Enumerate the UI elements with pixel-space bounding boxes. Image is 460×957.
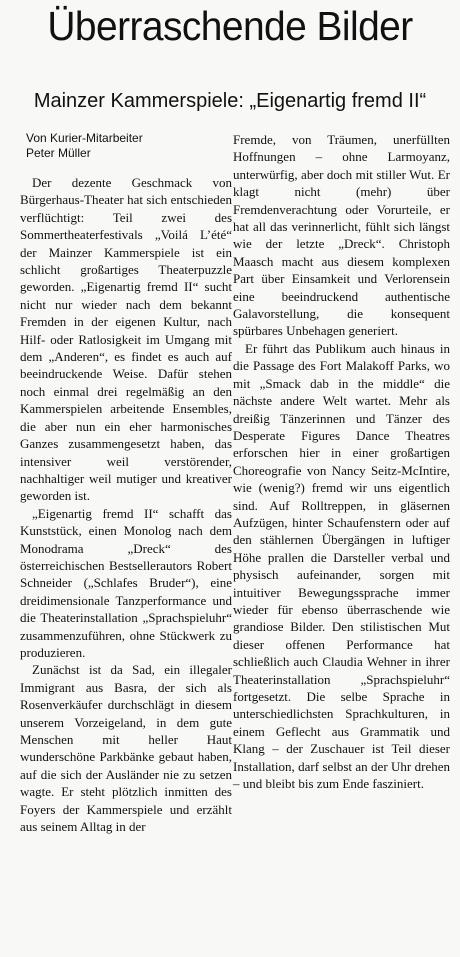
paragraph: Zunächst ist da Sad, ein illegaler Immigrant aus Basra, der sich als Rosenverkäufer durchschlägt in diesem unserem Vorzeigeland, in dem gute Menschen mit heller Haut wunderschöne Parkbänke gebaut haben, auf die sich der Ausländer nie zu setzen wagte. Er steht plötzlich inmitten des Foyers der Kammerspiele und erzählt aus seinem Alltag in der <box>20 662 232 835</box>
paragraph: Fremde, von Träumen, unerfüllten Hoffnungen – ohne Larmoyanz, unterwürfig, aber doch mit stiller Wut. Er klagt nicht (mehr) über Fremdenverachtung oder Vorurteile, er hat all das verinnerlicht, fühlt sich längst wie der letzte „Dreck“. Christoph Maasch macht aus diesem komplexen Part über Einsamkeit und Verlorensein eine beeindruckend authentische Galavorstellung, die konsequent spürbares Unbehagen generiert. <box>233 132 450 339</box>
paragraph: Er führt das Publikum auch hinaus in die Passage des Fort Malakoff Parks, wo mit „Smack dab in the middle“ die nächste andere Welt wartet. Mehr als dreißig Tänzerinnen und Tänzer des Desperate Figures Dance Theatres erforschen hier in einer großartigen Choreografie von Nancy Seitz-McIntire, wie (wenig?) fremd wir uns eigentlich sind. Auf Rolltreppen, in gläsernen Aufzügen, hinter Schaufenstern oder auf den stählernen Übergängen in luftiger Höhe prallen die Darsteller verbal und physisch aufeinander, sorgen mit intuitiver Bewegungssprache immer wieder für ebenso überraschende wie grandiose Bilder. Den stilistischen Mut dieser offenen Performance hat schließlich auch Claudia Wehner in ihrer Theaterinstallation „Sprachspieluhr“ fortgesetzt. Die selbe Sprache in unterschiedlichsten Sprachkulturen, in einem Geflecht aus Grammatik und Klang – der Zuschauer ist Teil dieser Installation, darf selbst an der Uhr drehen – und bleibt bis zum Ende fasziniert. <box>233 340 450 792</box>
byline-author: Peter Müller <box>26 146 91 160</box>
byline <box>26 131 226 161</box>
paragraph: „Eigenartig fremd II“ schafft das Kunststück, einen Monolog nach dem Monodrama „Dreck“ des österreichischen Bestsellerautors Robert Schneider („Schlafes Bruder“), eine dreidimensionale Tanzperformance und die Theaterinstallation „Sprachspieluhr“ zusammenzuführen, ohne Stückwerk zu produzieren. <box>20 505 232 660</box>
text-column-right <box>233 131 450 792</box>
text-column-left <box>20 174 232 835</box>
subheadline: Mainzer Kammerspiele: „Eigenartig fremd II“ <box>33 90 427 112</box>
byline-role: Von Kurier-Mitarbeiter <box>26 131 143 145</box>
headline: Überraschende Bilder <box>47 3 413 49</box>
paragraph: Der dezente Geschmack von Bürgerhaus-Theater hat sich entschieden verflüchtigt: Teil zwei des Sommertheaterfestivals „Voilá L’été“ der Mainzer Kammerspiele ist ein schlicht großartiges Theaterpuzzle geworden. „Eigenartig fremd II“ sucht nicht nur wieder nach dem bekannt Fremden in der eigenen Kultur, nach Hilf- oder Ratlosigkeit im Umgang mit dem „Anderen“, es findet es auch auf beeindruckende Weise. Dafür stehen noch einmal drei regelmäßig an den Kammerspielen arbeitende Ensembles, die aber nun ein eher harmonisches Ganzes zusammengesetzt haben, das intensiver weil verstörender, nachhaltiger weil mutiger und kreativer geworden ist. <box>20 175 232 504</box>
